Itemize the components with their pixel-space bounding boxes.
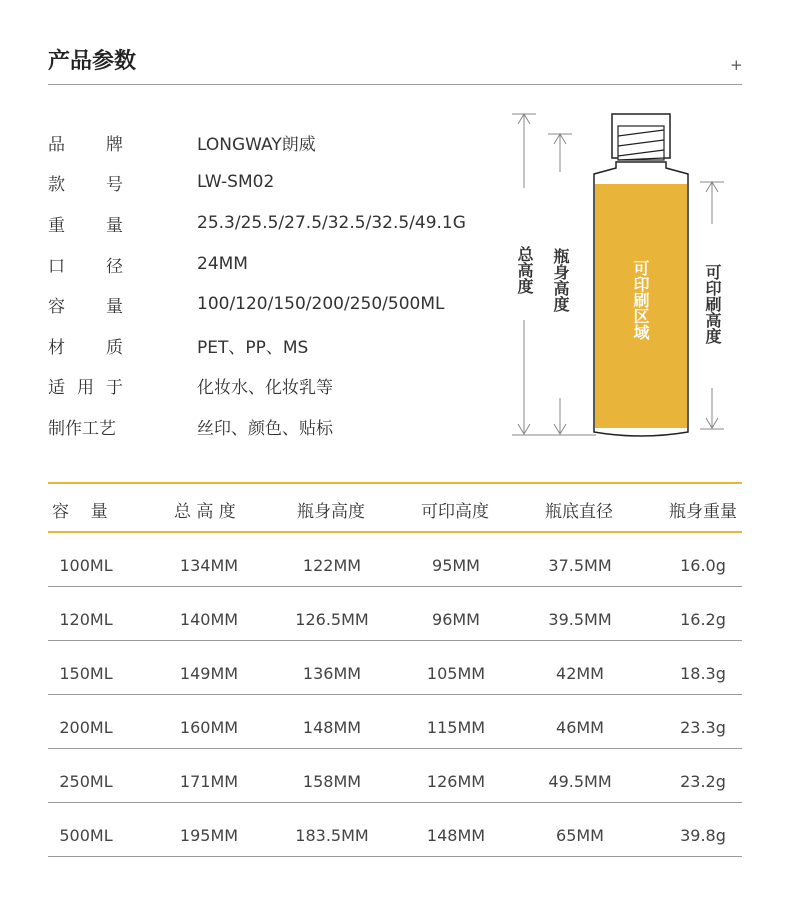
bottle-diagram — [500, 100, 742, 450]
table-row-divider — [48, 802, 742, 803]
spec-label-char: 径 — [106, 256, 123, 277]
table-cell: 140MM — [179, 610, 239, 629]
spec-label-char: 质 — [106, 337, 123, 358]
spec-value: LW-SM02 — [197, 172, 275, 192]
table-cell: 136MM — [302, 664, 362, 683]
table-cell: 148MM — [426, 826, 486, 845]
table-header-cell: 可印高度 — [421, 502, 489, 522]
table-cell: 148MM — [302, 718, 362, 737]
spec-row — [48, 211, 466, 236]
spec-label-char: 用 — [77, 377, 94, 398]
table-row-divider — [48, 640, 742, 641]
spec-label-char: 重 — [48, 215, 65, 236]
table-row-divider — [48, 856, 742, 857]
table-cell: 39.5MM — [548, 610, 612, 629]
spec-row — [48, 170, 275, 195]
spec-label — [48, 414, 123, 439]
spec-label-char: 款 — [48, 174, 65, 195]
table-cell: 134MM — [179, 556, 239, 575]
table-cell: 37.5MM — [548, 556, 612, 575]
table-row-divider — [48, 586, 742, 587]
spec-label-char: 量 — [106, 296, 123, 317]
spec-value: 丝印、颜色、贴标 — [197, 418, 333, 439]
table-cell: 105MM — [426, 664, 486, 683]
spec-label — [48, 211, 123, 236]
table-cell: 39.8g — [680, 826, 726, 845]
table-cell: 115MM — [426, 718, 486, 737]
print-area-label: 可印刷区域 — [631, 260, 650, 340]
spec-label — [48, 373, 123, 398]
table-cell: 16.2g — [680, 610, 726, 629]
spec-label — [48, 333, 123, 358]
table-header-cell: 容 量 — [52, 502, 108, 522]
spec-row — [48, 130, 316, 155]
title-divider — [48, 84, 742, 85]
table-cell: 200ML — [59, 718, 113, 737]
table-cell: 500ML — [59, 826, 113, 845]
table-cell: 158MM — [302, 772, 362, 791]
table-header-cell: 瓶身高度 — [297, 502, 365, 522]
spec-label — [48, 292, 123, 317]
spec-row — [48, 373, 333, 398]
table-cell: 23.2g — [680, 772, 726, 791]
table-cell: 65MM — [556, 826, 604, 845]
spec-value: 化妆水、化妆乳等 — [197, 377, 333, 398]
spec-label-char: 号 — [106, 174, 123, 195]
spec-label-char: 量 — [106, 215, 123, 236]
spec-value: 24MM — [197, 254, 248, 274]
spec-value: LONGWAY朗威 — [197, 134, 316, 155]
table-header-cell: 瓶底直径 — [545, 502, 613, 522]
total-height-label: 总高度 — [515, 246, 534, 294]
table-cell: 16.0g — [680, 556, 726, 575]
table-cell: 171MM — [179, 772, 239, 791]
table-cell: 122MM — [302, 556, 362, 575]
expand-plus-icon[interactable]: + — [730, 56, 743, 74]
spec-label-char: 材 — [48, 337, 65, 358]
table-row-divider — [48, 748, 742, 749]
spec-row — [48, 292, 445, 317]
table-cell: 100ML — [59, 556, 113, 575]
spec-label — [48, 252, 123, 277]
table-cell: 149MM — [179, 664, 239, 683]
spec-value: 100/120/150/200/250/500ML — [197, 294, 445, 314]
table-cell: 195MM — [179, 826, 239, 845]
table-cell: 95MM — [432, 556, 480, 575]
table-header-cell: 总 高 度 — [174, 502, 236, 522]
spec-label-char: 制作工艺 — [48, 418, 116, 439]
spec-label-char: 容 — [48, 296, 65, 317]
spec-value: 25.3/25.5/27.5/32.5/32.5/49.1G — [197, 213, 466, 233]
table-cell: 42MM — [556, 664, 604, 683]
table-cell: 150ML — [59, 664, 113, 683]
spec-label-char: 于 — [106, 377, 123, 398]
table-cell: 96MM — [432, 610, 480, 629]
table-header-rule — [48, 531, 742, 533]
spec-row — [48, 414, 333, 439]
page-title: 产品参数 — [48, 49, 137, 74]
spec-row — [48, 333, 309, 358]
table-cell: 120ML — [59, 610, 113, 629]
table-cell: 18.3g — [680, 664, 726, 683]
spec-label-char: 口 — [48, 256, 65, 277]
table-row-divider — [48, 694, 742, 695]
spec-label — [48, 130, 123, 155]
table-cell: 160MM — [179, 718, 239, 737]
table-top-rule — [48, 482, 742, 484]
table-cell: 126.5MM — [295, 610, 369, 629]
table-cell: 23.3g — [680, 718, 726, 737]
spec-value: PET、PP、MS — [197, 337, 309, 358]
spec-label-char: 牌 — [106, 134, 123, 155]
spec-label-char: 适 — [48, 377, 65, 398]
table-cell: 46MM — [556, 718, 604, 737]
table-cell: 183.5MM — [295, 826, 369, 845]
spec-label — [48, 170, 123, 195]
spec-row — [48, 252, 248, 277]
spec-label-char: 品 — [48, 134, 65, 155]
table-cell: 49.5MM — [548, 772, 612, 791]
table-header-cell: 瓶身重量 — [669, 502, 737, 522]
print-height-label: 可印刷高度 — [703, 264, 722, 344]
table-cell: 250ML — [59, 772, 113, 791]
body-height-label: 瓶身高度 — [551, 248, 570, 312]
table-cell: 126MM — [426, 772, 486, 791]
